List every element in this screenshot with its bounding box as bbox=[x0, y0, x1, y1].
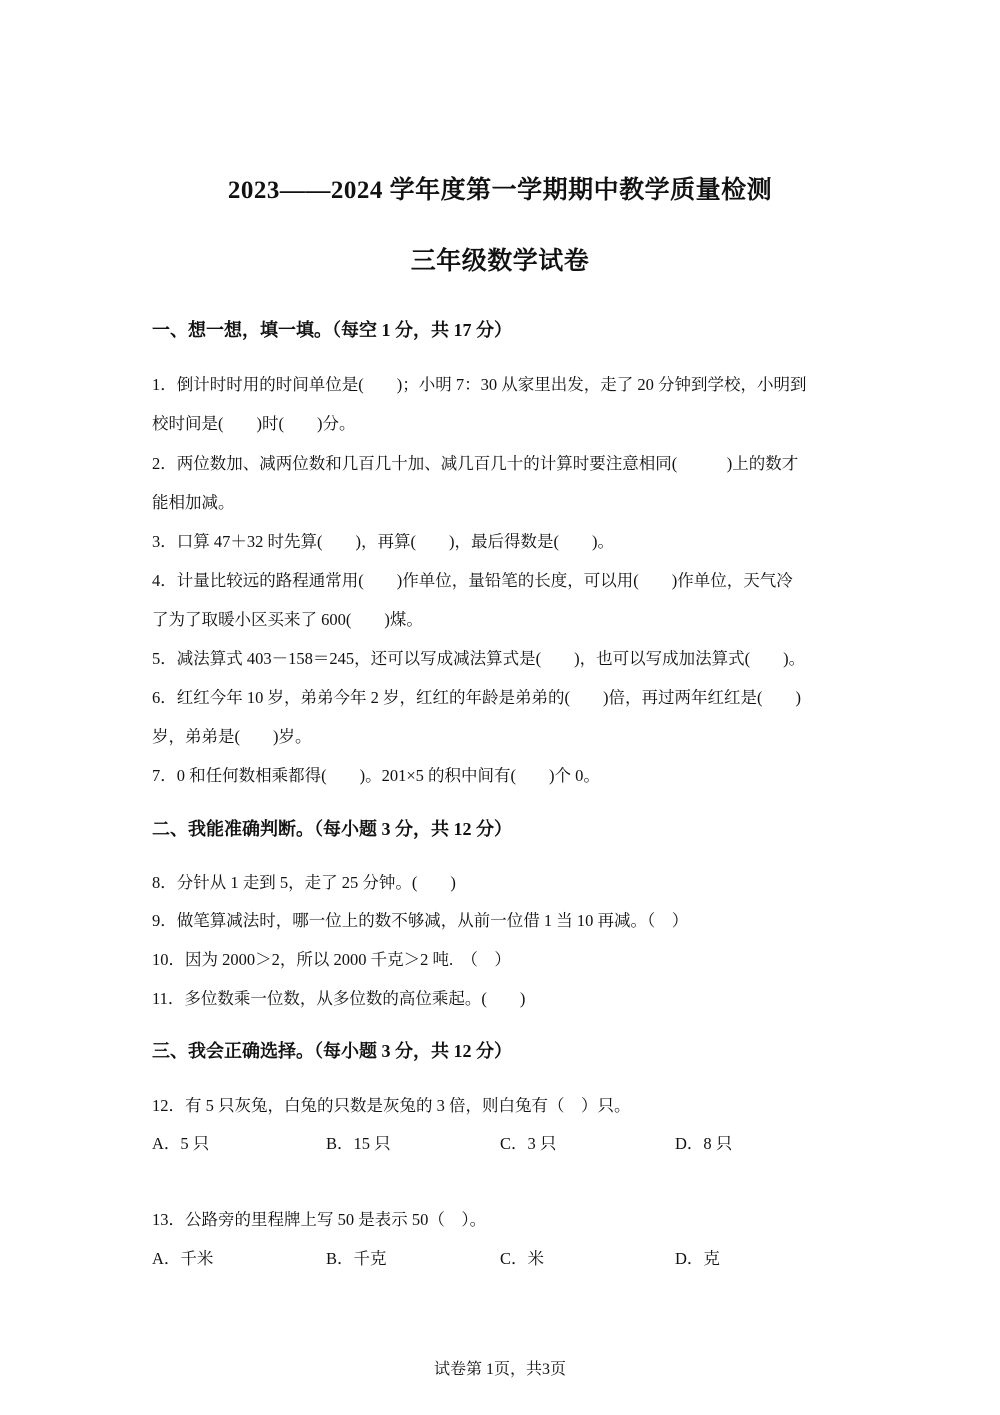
question-line: 5．减法算式 403－158＝245，还可以写成减法算式是( )，也可以写成加法算式( )。 bbox=[152, 649, 806, 668]
option-c: C．米 bbox=[500, 1249, 545, 1268]
question-line: 岁，弟弟是( )岁。 bbox=[152, 727, 312, 746]
exam-title: 2023——2024 学年度第一学期期中教学质量检测 bbox=[227, 177, 773, 204]
question-line: 能相加减。 bbox=[152, 493, 235, 512]
option-b: B．千克 bbox=[326, 1249, 387, 1268]
question-line: 9．做笔算减法时，哪一位上的数不够减，从前一位借 1 当 10 再减。（ ） bbox=[152, 911, 689, 930]
question-line: 1．倒计时时用的时间单位是( )；小明 7：30 从家里出发，走了 20 分钟到学校，小明到 bbox=[152, 375, 807, 394]
question-line: 6．红红今年 10 岁，弟弟今年 2 岁，红红的年龄是弟弟的( )倍，再过两年红红是( ) bbox=[152, 688, 801, 707]
option-d: D．8 只 bbox=[675, 1134, 733, 1153]
option-a: A．千米 bbox=[152, 1249, 214, 1268]
section-2-heading: 二、我能准确判断。（每小题 3 分，共 12 分） bbox=[152, 819, 512, 839]
question-line: 11．多位数乘一位数，从多位数的高位乘起。( ) bbox=[152, 989, 526, 1008]
question-line: 8．分针从 1 走到 5，走了 25 分钟。( ) bbox=[152, 873, 456, 892]
exam-subtitle: 三年级数学试卷 bbox=[410, 248, 590, 275]
option-c: C．3 只 bbox=[500, 1134, 557, 1153]
option-a: A．5 只 bbox=[152, 1134, 210, 1153]
question-line: 3．口算 47＋32 时先算( )，再算( )，最后得数是( )。 bbox=[152, 532, 614, 551]
page-footer: 试卷第 1页，共3页 bbox=[433, 1361, 566, 1378]
option-b: B．15 只 bbox=[326, 1134, 391, 1153]
question-12-stem: 12．有 5 只灰兔，白兔的只数是灰兔的 3 倍，则白兔有（ ）只。 bbox=[152, 1096, 631, 1115]
section-3-heading: 三、我会正确选择。（每小题 3 分，共 12 分） bbox=[152, 1041, 512, 1061]
question-13-stem: 13．公路旁的里程牌上写 50 是表示 50（ ）。 bbox=[152, 1210, 487, 1229]
question-line: 2．两位数加、减两位数和几百几十加、减几百几十的计算时要注意相同( )上的数才 bbox=[152, 454, 799, 473]
question-line: 4．计量比较远的路程通常用( )作单位，量铅笔的长度，可以用( )作单位，天气冷 bbox=[152, 571, 793, 590]
question-line: 7．0 和任何数相乘都得( )。201×5 的积中间有( )个 0。 bbox=[152, 766, 600, 785]
question-line: 10．因为 2000＞2，所以 2000 千克＞2 吨. （ ） bbox=[152, 950, 511, 969]
option-d: D．克 bbox=[675, 1249, 720, 1268]
question-line: 了为了取暖小区买来了 600( )煤。 bbox=[152, 610, 423, 629]
question-line: 校时间是( )时( )分。 bbox=[152, 414, 356, 433]
section-1-heading: 一、想一想，填一填。（每空 1 分，共 17 分） bbox=[152, 320, 512, 340]
